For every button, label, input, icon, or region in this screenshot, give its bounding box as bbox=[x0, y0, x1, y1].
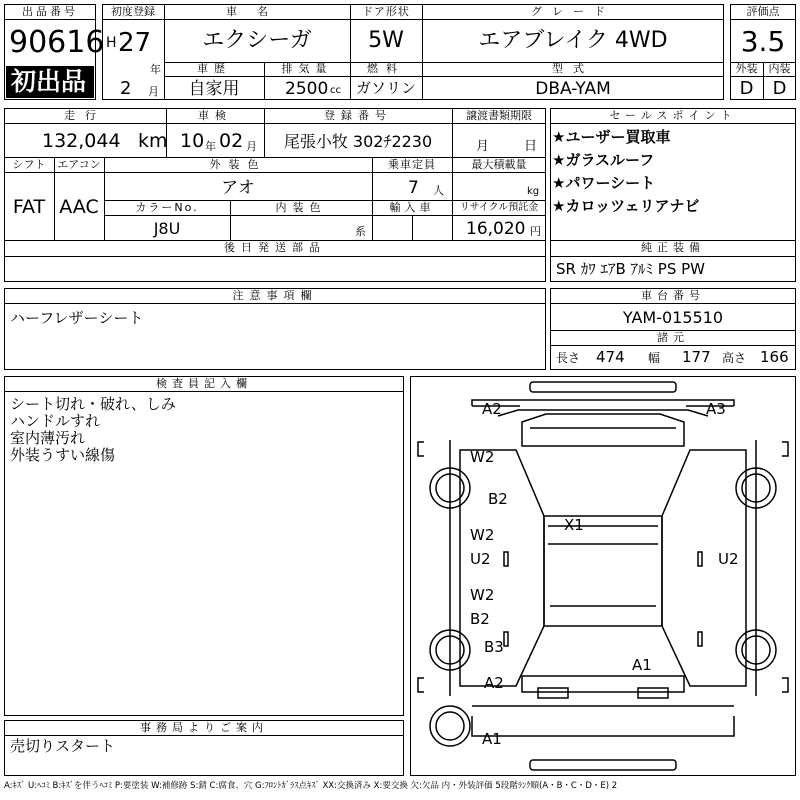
interior-grade-label: 内装 bbox=[768, 62, 791, 75]
equipment-label: 純正装備 bbox=[641, 241, 705, 254]
exterior-color-label: 外装色 bbox=[209, 158, 267, 171]
import-label: 輸入車 bbox=[389, 201, 435, 214]
inspection-year: 10 bbox=[180, 130, 205, 152]
recycle-unit: 円 bbox=[530, 225, 541, 238]
capacity: 7 bbox=[408, 178, 419, 198]
width-label: 幅 bbox=[648, 351, 661, 365]
exterior-color: アオ bbox=[221, 178, 255, 198]
first-reg-year: 27 bbox=[118, 28, 152, 58]
capacity-unit: 人 bbox=[433, 184, 444, 197]
displacement: 2500 bbox=[285, 79, 329, 99]
car-name-label: 車名 bbox=[226, 5, 288, 18]
history: 自家用 bbox=[188, 79, 240, 99]
sales-point-item: ★ガラスルーフ bbox=[552, 151, 655, 169]
notes-label: 注意事項欄 bbox=[232, 289, 318, 302]
color-number: J8U bbox=[153, 219, 181, 238]
recycle-label: リサイクル預託金 bbox=[459, 202, 539, 213]
first-reg-month: 2 bbox=[120, 78, 132, 99]
inspector-line: ハンドルすれ bbox=[10, 412, 101, 430]
damage-mark-x1: X1 bbox=[564, 516, 584, 534]
model-label: 型式 bbox=[552, 62, 594, 75]
shift-label: シフト bbox=[12, 158, 46, 171]
inspection-month-unit: 月 bbox=[246, 140, 257, 153]
width: 177 bbox=[682, 348, 711, 366]
later-parts-label: 後日発送部品 bbox=[224, 241, 326, 254]
score-label: 評価点 bbox=[746, 5, 780, 18]
recycle-fee: 16,020 bbox=[466, 219, 526, 239]
history-label: 車歴 bbox=[197, 62, 231, 75]
capacity-label: 乗車定員 bbox=[388, 158, 436, 171]
interior-color-unit: 系 bbox=[355, 225, 366, 238]
damage-mark-a3-front: A3 bbox=[706, 400, 726, 418]
inspector-line: シート切れ・破れ、しみ bbox=[10, 395, 176, 413]
damage-mark-w2: W2 bbox=[470, 586, 495, 604]
length: 474 bbox=[596, 348, 625, 366]
displacement-label: 排気量 bbox=[281, 62, 333, 75]
first-listing-text: 初出品 bbox=[11, 67, 87, 96]
grade: エアブレイク 4WD bbox=[478, 28, 668, 53]
notes-text: ハーフレザーシート bbox=[10, 309, 144, 327]
dims-label: 諸元 bbox=[657, 331, 689, 344]
displacement-unit: cc bbox=[330, 85, 341, 96]
shift: FAT bbox=[12, 196, 46, 218]
max-load-label: 最大積載量 bbox=[471, 158, 527, 171]
ac-label: エアコン bbox=[57, 158, 101, 171]
inspection-year-unit: 年 bbox=[205, 140, 216, 153]
grade-label: グレード bbox=[531, 5, 615, 18]
damage-mark-w2: W2 bbox=[470, 448, 495, 466]
door-type: 5W bbox=[368, 28, 404, 53]
model-code: DBA-YAM bbox=[535, 79, 611, 99]
office-label: 事務局よりご案内 bbox=[140, 721, 268, 734]
month-unit: 月 bbox=[148, 85, 159, 98]
inspector-line: 室内薄汚れ bbox=[10, 429, 86, 447]
damage-mark-a2-front: A2 bbox=[482, 400, 502, 418]
inspector-label: 検査員記入欄 bbox=[156, 377, 252, 390]
damage-mark-b2: B2 bbox=[488, 490, 508, 508]
lot-number-label: 出品番号 bbox=[22, 5, 78, 18]
damage-mark-w2: W2 bbox=[470, 526, 495, 544]
damage-mark-u2: U2 bbox=[470, 550, 491, 568]
score: 3.5 bbox=[740, 25, 786, 58]
max-load-unit: kg bbox=[527, 186, 540, 197]
color-number-label: カラーNo. bbox=[135, 201, 199, 214]
sales-point-item: ★カロッツェリアナビ bbox=[552, 197, 700, 215]
mileage: 132,044 bbox=[42, 130, 121, 152]
sales-point-item: ★ユーザー買取車 bbox=[552, 128, 671, 146]
lot-number: 90616 bbox=[9, 25, 105, 60]
era-mark: H bbox=[106, 35, 117, 51]
door-label: ドア形状 bbox=[362, 5, 410, 18]
damage-mark-b2: B2 bbox=[470, 610, 490, 628]
chassis-number: YAM-015510 bbox=[622, 308, 724, 327]
damage-mark-u2: U2 bbox=[718, 550, 739, 568]
inspection-label: 車検 bbox=[198, 109, 232, 122]
legend: A:ｷｽﾞ U:ﾍｺﾐ B:ｷｽﾞを伴うﾍｺﾐ P:要塗装 W:補修跡 S:錆 C:腐食、穴 G:ﾌﾛﾝﾄｶﾞﾗｽ点ｷｽﾞ XX:交換済み X:要交換 欠:欠品 内・外装評価 5段階ﾗﾝｸ順(A・B・C・D・E) 2 bbox=[4, 781, 618, 791]
length-label: 長さ bbox=[556, 351, 581, 365]
first-reg-label: 初度登録 bbox=[111, 5, 155, 18]
reg-number-label: 登録番号 bbox=[324, 109, 392, 122]
damage-mark-a1: A1 bbox=[632, 656, 652, 674]
year-unit: 年 bbox=[150, 63, 161, 76]
inspection-month: 02 bbox=[219, 130, 244, 152]
interior-grade: D bbox=[772, 78, 787, 99]
exterior-grade-label: 外装 bbox=[735, 62, 758, 75]
sales-points-label: セールスポイント bbox=[609, 109, 737, 122]
fuel-label: 燃料 bbox=[367, 62, 405, 75]
mileage-unit: km bbox=[138, 130, 168, 152]
transfer-day-unit: 日 bbox=[524, 139, 538, 154]
height-label: 高さ bbox=[722, 351, 747, 365]
reg-number: 尾張小牧 302ﾁ2230 bbox=[283, 132, 433, 151]
car-diagram-icon bbox=[410, 376, 796, 776]
height: 166 bbox=[760, 348, 789, 366]
car-name: エクシーガ bbox=[202, 28, 312, 53]
damage-mark-a2-rear: A2 bbox=[484, 674, 504, 692]
mileage-label: 走行 bbox=[64, 109, 106, 122]
interior-color-label: 内装色 bbox=[275, 201, 327, 214]
chassis-label: 車台番号 bbox=[641, 289, 705, 302]
inspector-line: 外装うすい線傷 bbox=[10, 446, 116, 464]
fuel: ガソリン bbox=[355, 79, 416, 97]
air-conditioner: AAC bbox=[59, 196, 99, 218]
equipment: SR ｶﾜ ｴｱB ｱﾙﾐ PS PW bbox=[556, 260, 706, 278]
transfer-doc-label: 譲渡書類期限 bbox=[466, 109, 532, 122]
damage-mark-a1-rear: A1 bbox=[482, 730, 502, 748]
office-text: 売切りスタート bbox=[10, 737, 116, 755]
damage-mark-b3: B3 bbox=[484, 638, 504, 656]
transfer-month-unit: 月 bbox=[476, 139, 490, 154]
exterior-grade: D bbox=[739, 78, 754, 99]
sales-point-item: ★パワーシート bbox=[552, 174, 656, 192]
